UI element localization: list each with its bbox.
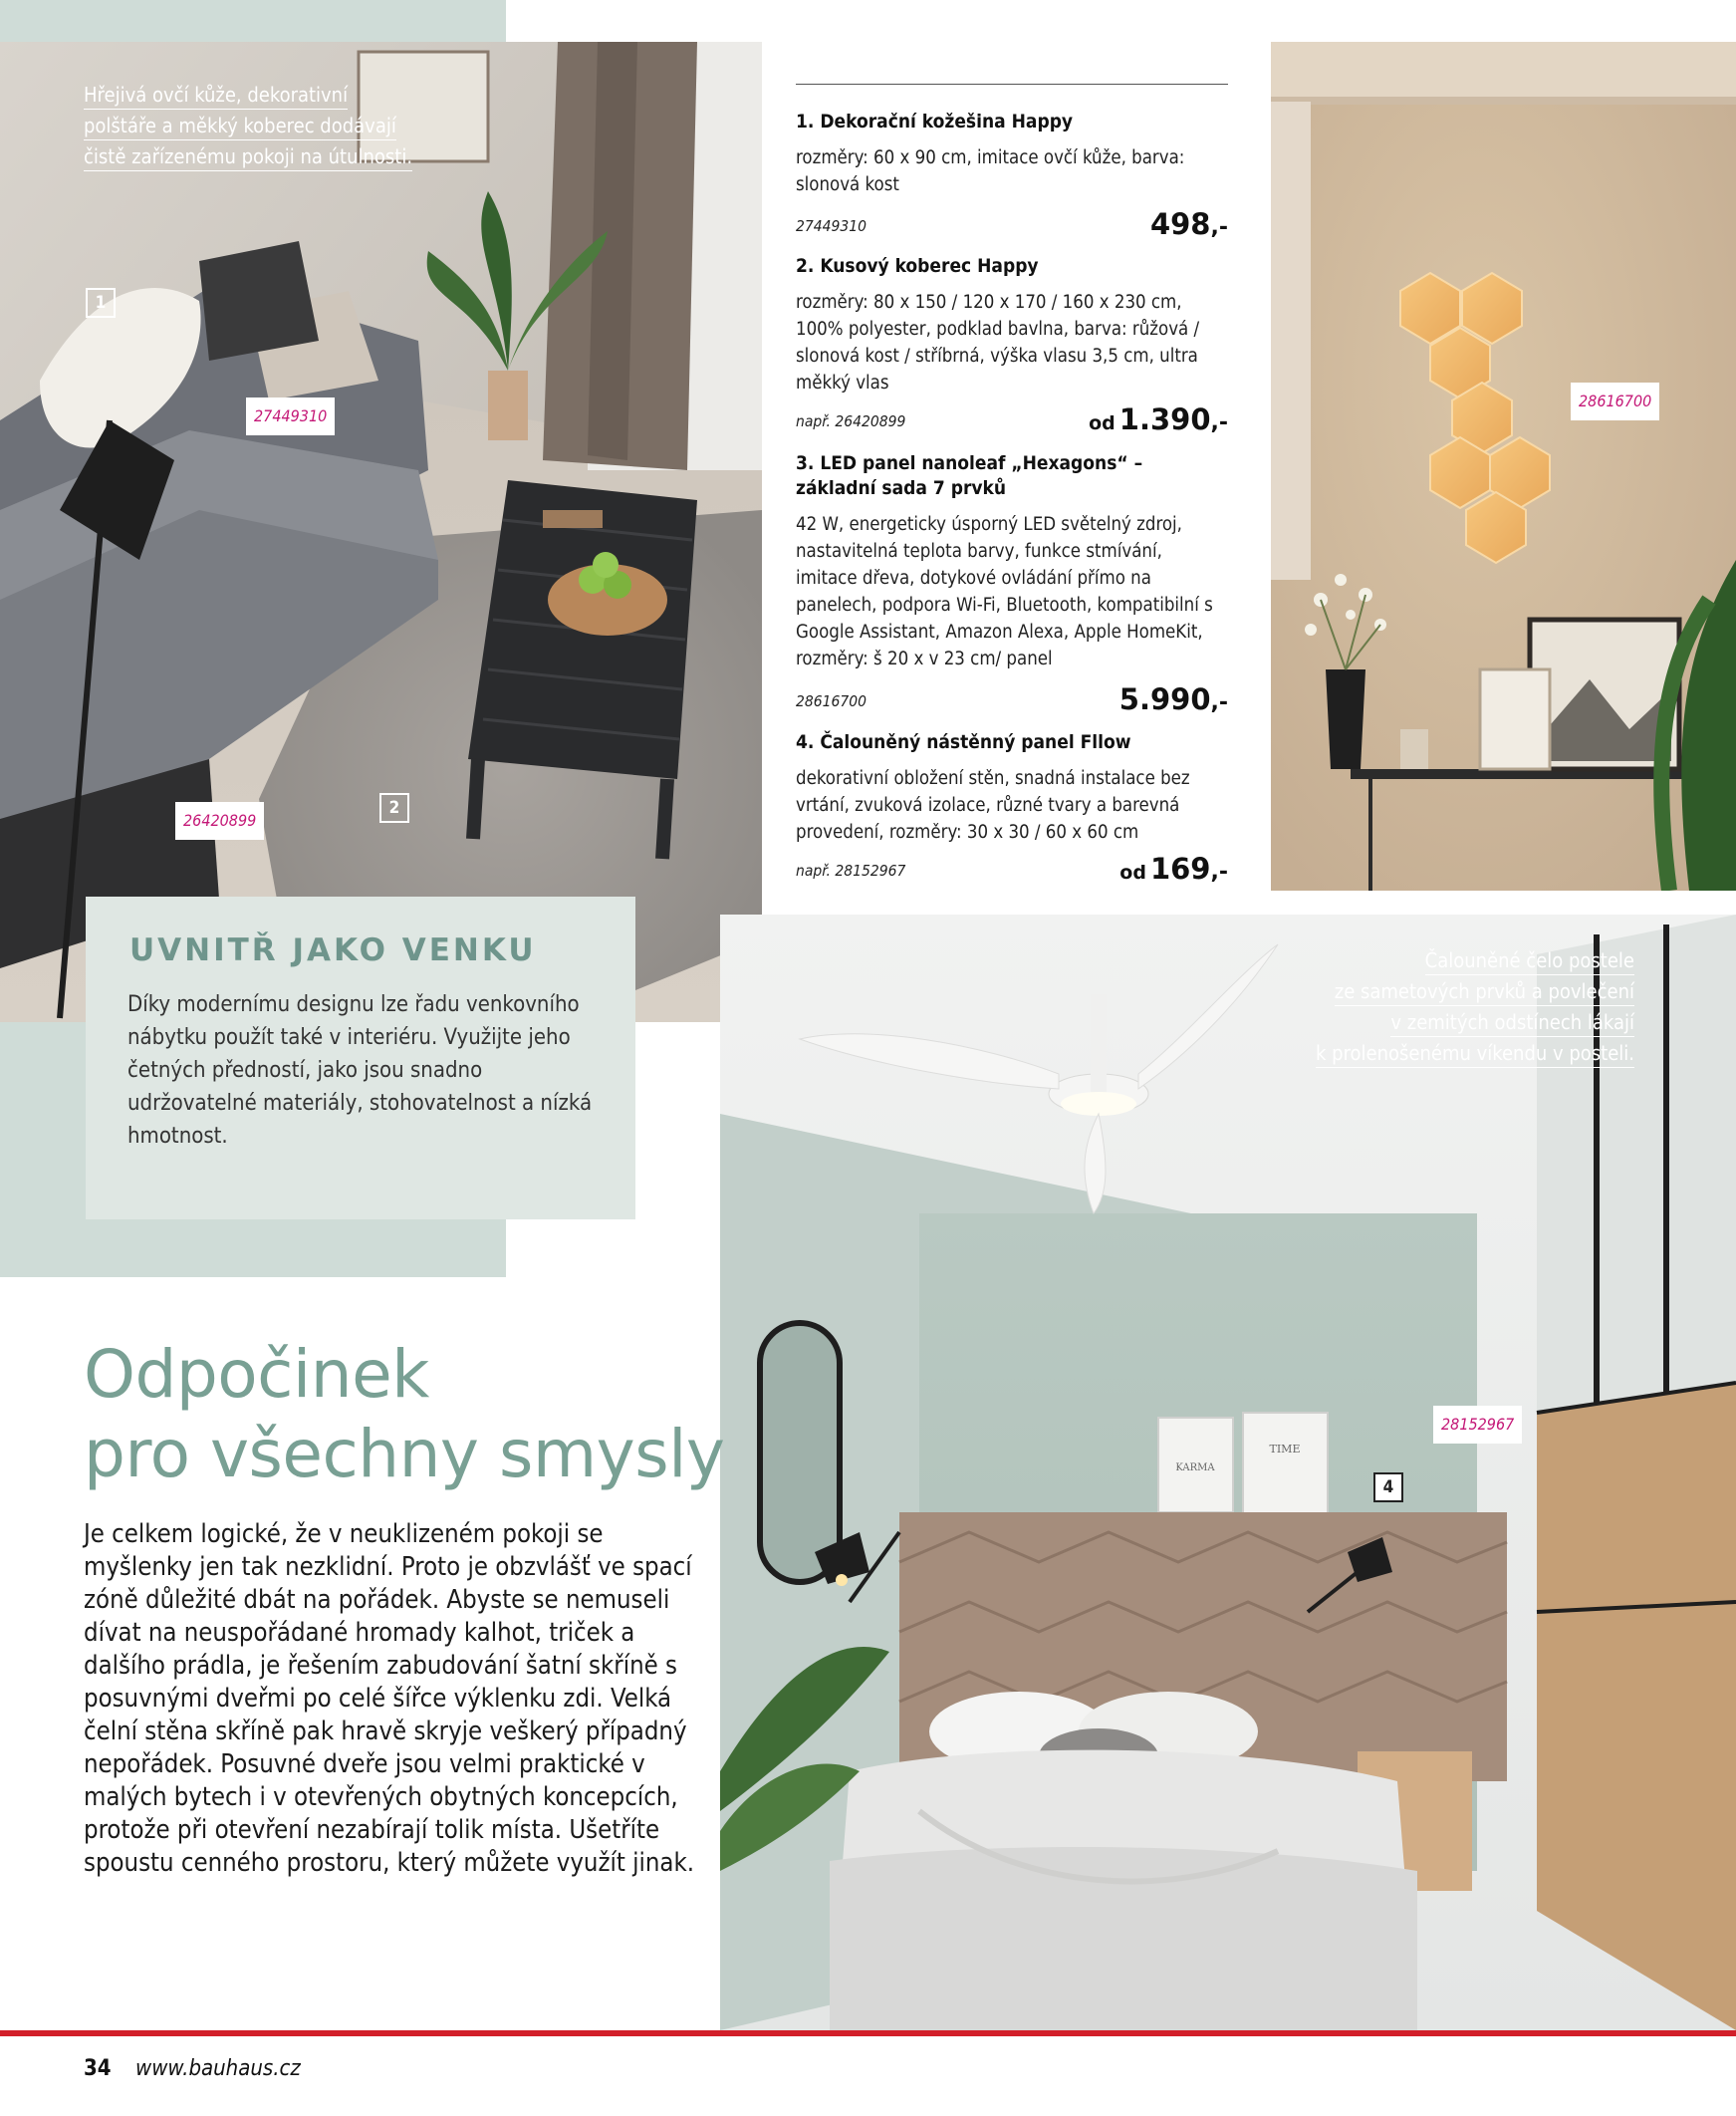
price-suffix: ,- [1210, 215, 1228, 240]
product-price [1116, 682, 1228, 716]
photo-bedroom [720, 915, 1736, 2030]
photo1-caption-line: Hřejivá ovčí kůže, dekorativní [84, 81, 348, 110]
sku-tag-28616700: 28616700 [1571, 383, 1659, 420]
photo1-caption [84, 80, 412, 172]
headline-line: pro všechny smysly [84, 1416, 725, 1492]
price-amount: 5.990 [1118, 682, 1211, 716]
product-description: rozměry: 60 x 90 cm, imitace ovčí kůže, barva: slonová kost [796, 147, 1185, 195]
price-suffix: ,- [1210, 410, 1228, 435]
product-sku: např. 26420899 [796, 412, 906, 430]
product-price [1146, 207, 1228, 241]
price-row [796, 397, 1228, 436]
price-prefix: od [1119, 862, 1146, 884]
info-box [86, 897, 635, 1219]
photo3-caption [1316, 945, 1634, 1069]
price-suffix: ,- [1210, 860, 1228, 885]
wall-art-karma: KARMA [1175, 1462, 1215, 1473]
product-badge-4: 4 [1373, 1472, 1403, 1502]
sku-tag-28152967: 28152967 [1433, 1406, 1522, 1444]
price-row [796, 676, 1228, 716]
photo3-caption-line: v zemitých odstínech lákají [1390, 1008, 1634, 1037]
product-price [1089, 402, 1228, 436]
product-list-rule [796, 84, 1228, 85]
product-item-3 [796, 451, 1228, 717]
photo3-caption-line: k prolenošenému víkendu v posteli. [1316, 1039, 1634, 1068]
product-price [1119, 852, 1228, 886]
photo1-caption-line: polštáře a měkký koberec dodávají [84, 112, 396, 140]
product-sku: 27449310 [796, 217, 867, 235]
product-badge-2: 2 [379, 793, 409, 823]
photo3-caption-line: Čalouněné čelo postele [1425, 946, 1634, 975]
price-amount: 498 [1149, 207, 1211, 241]
product-title: 3. LED panel nanoleaf „Hexagons“ – základní sada 7 prvků [796, 452, 1143, 499]
footer-red-rule [0, 2030, 1736, 2036]
product-description: dekorativní obložení stěn, snadná instalace bez vrtání, zvuková izolace, různé tvary a barevná provedení, rozměry: 30 x 30 / 60 x 60 cm [796, 768, 1190, 843]
living-room-illustration [0, 42, 762, 1022]
bedroom-illustration [720, 915, 1736, 2030]
body-paragraph: Je celkem logické, že v neuklizeném pokoji se myšlenky jen tak nezklidní. Proto je obzvlášť ve spací zóně důležité dbát na pořádek. Abyste se nemuseli dívat na neuspořádané hromady kalhot, triček a dalšího prádla, je řešením zabudování šatní skříně s posuvnými dveřmi po celé šířce výklenku zdi. Velká čelní stěna skříně pak hravě skryje veškerý případný nepořádek. Posuvné dveře jsou velmi praktické v malých bytech i v otevřených obytných koncepcích, protože při otevření nezabírají tolik místa. Ušetříte spoustu cenného prostoru, který můžete využít jinak. [84, 1519, 695, 1878]
price-row [796, 201, 1228, 241]
photo3-caption-line: ze sametových prvků a povlečení [1335, 977, 1634, 1006]
wall-art-time: TIME [1269, 1443, 1301, 1455]
product-item-2 [796, 254, 1228, 437]
product-title: 4. Čalouněný nástěnný panel Fllow [796, 731, 1131, 753]
website-link[interactable]: www.bauhaus.cz [135, 2056, 301, 2081]
price-row [796, 846, 1228, 886]
info-box-text: Díky modernímu designu lze řadu venkovního nábytku použít také v interiéru. Využijte jeho četných předností, jako jsou snadno udržovatelné materiály, stohovatelnost a nízká hmotnost. [127, 992, 593, 1149]
info-box-title: UVNITŘ JAKO VENKU [129, 932, 537, 968]
sku-tag-27449310: 27449310 [246, 397, 335, 435]
headline-line: Odpočinek [84, 1336, 429, 1413]
sku-tag-26420899: 26420899 [175, 802, 264, 840]
product-title: 1. Dekorační kožešina Happy [796, 111, 1074, 132]
product-sku: např. 28152967 [796, 862, 906, 880]
price-amount: 1.390 [1118, 402, 1211, 436]
product-badge-1: 1 [86, 288, 116, 318]
product-title: 2. Kusový koberec Happy [796, 255, 1039, 277]
price-prefix: od [1089, 412, 1116, 434]
product-sku: 28616700 [796, 692, 867, 710]
photo-hexagon-led [1271, 42, 1736, 891]
photo-living-room [0, 42, 762, 1022]
price-amount: 169 [1149, 852, 1211, 886]
product-description: rozměry: 80 x 150 / 120 x 170 / 160 x 230 cm, 100% polyester, podklad bavlna, barva: růžová / slonová kost / stříbrná, výška vlasu 3,5 cm, ultra měkký vlas [796, 292, 1200, 394]
product-item-1 [796, 110, 1228, 241]
photo1-caption-line: čistě zařízenému pokoji na útulnosti. [84, 142, 412, 171]
product-description: 42 W, energeticky úsporný LED světelný zdroj, nastavitelná teplota barvy, funkce stmívání, imitace dřeva, dotykové ovládání přímo na panelech, podpora Wi-Fi, Bluetooth, kompatibilní s Google Assistant, Amazon Alexa, Apple HomeKit, rozměry: š 20 x v 23 cm/ panel [796, 514, 1213, 669]
page-headline [84, 1335, 725, 1494]
product-item-4 [796, 730, 1228, 887]
hexagon-led-illustration [1271, 42, 1736, 891]
price-suffix: ,- [1210, 690, 1228, 715]
page-number: 34 [84, 2056, 112, 2081]
